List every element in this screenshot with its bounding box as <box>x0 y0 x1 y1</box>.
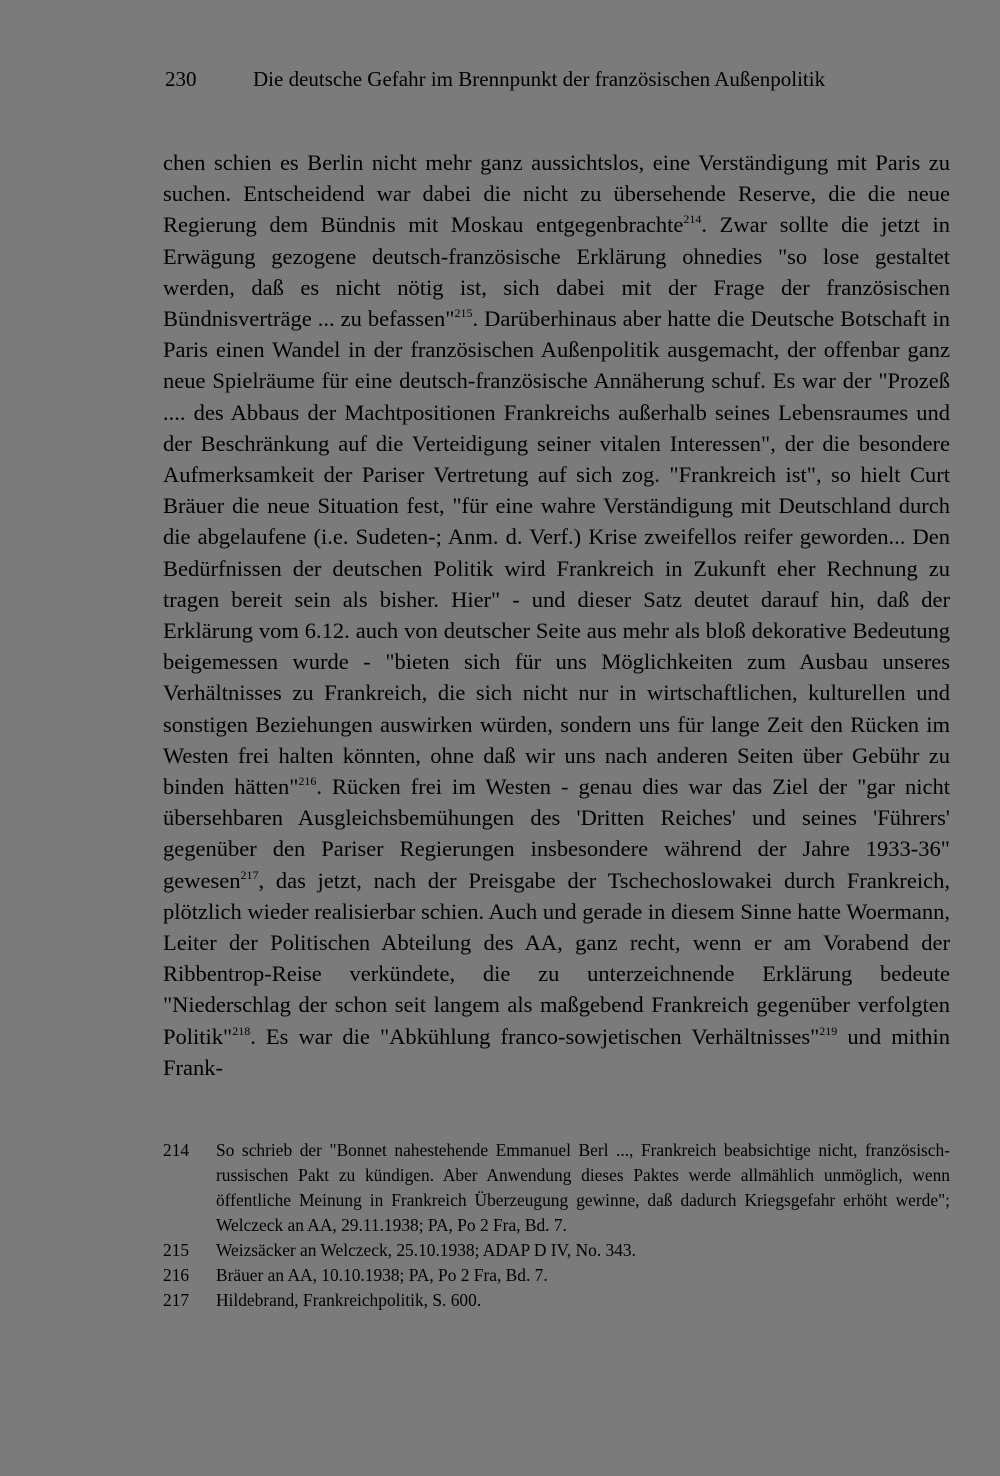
footnote-ref-218: 218 <box>232 1023 251 1038</box>
body-segment: . Rücken frei im Westen - genau dies war das Ziel der "gar nicht übersehbaren Ausgleichsbemühungen des 'Dritten Reiches' und seines 'Führers' gegenüber den Pariser Regierungen insbesondere während der Jahre 1933-36" gewesen <box>163 774 950 893</box>
running-title: Die deutsche Gefahr im Brennpunkt der französischen Außenpolitik <box>253 67 826 91</box>
footnote-number: 216 <box>163 1265 190 1285</box>
footnote-number: 215 <box>163 1240 190 1260</box>
footnote-ref-217: 217 <box>240 867 259 882</box>
body-segment: und mithin Frank- <box>163 1023 950 1080</box>
footnote-216 <box>163 1263 950 1288</box>
running-head <box>165 64 955 94</box>
body-segment: chen schien es Berlin nicht mehr ganz aussichtslos, eine Verständigung mit Paris zu suchen. Entscheidend war dabei die nicht zu übersehende Reserve, die die neue Regierung dem Bündnis mit Moskau entgegenbrachte <box>163 150 950 238</box>
footnote-215 <box>163 1238 950 1263</box>
body-segment: , das jetzt, nach der Preisgabe der Tschechoslowakei durch Frankreich, plötzlich wieder realisierbar schien. Auch und gerade in diesem Sinne hatte Woermann, Leiter der Politischen Abteilung des AA, ganz recht, wenn er am Vorabend der Ribbentrop-Reise verkündete, die zu unterzeichnende Erklärung bedeute "Niederschlag der schon seit langem als maßgebend Frankreich gegenüber verfolgten Politik" <box>163 867 950 1049</box>
footnote-number: 214 <box>163 1140 190 1160</box>
page-number: 230 <box>165 67 197 91</box>
footnote-ref-216: 216 <box>298 774 317 789</box>
footnotes <box>163 1138 950 1313</box>
footnote-ref-214: 214 <box>683 212 702 227</box>
body-segment: . Es war die "Abkühlung franco-sowjetischen Verhältnisses" <box>250 1023 820 1049</box>
footnote-214 <box>163 1138 950 1238</box>
body-segment: . Darüberhinaus aber hatte die Deutsche Botschaft in Paris einen Wandel in der französischen Außenpolitik ausgemacht, der offenbar ganz neue Spielräume für eine deutsch-französische Annäherung schuf. Es war der "Prozeß .... des Abbaus der Machtpositionen Frankreichs außerhalb seines Lebensraumes und der Beschränkung auf die Verteidigung seiner vitalen Interessen", der die besondere Aufmerksamkeit der Pariser Vertretung auf sich zog. "Frankreich ist", so hielt Curt Bräuer die neue Situation fest, "für eine wahre Verständigung mit Deutschland durch die abgelaufene (i.e. Sudeten-; Anm. d. Verf.) Krise zweifellos reifer geworden... Den Bedürfnissen der deutschen Politik wird Frankreich in Zukunft eher Rechnung zu tragen bereit sein als bisher. Hier" - und dieser Satz deutet darauf hin, daß der Erklärung vom 6.12. auch von deutscher Seite aus mehr als bloß dekorative Bedeutung beigemessen wurde - "bieten sich für uns Möglichkeiten zum Ausbau unseres Verhältnisses zu Frankreich, die sich nicht nur in wirtschaftlichen, kulturellen und sonstigen Beziehungen auswirken würden, sondern uns für lange Zeit den Rücken im Westen frei halten könnten, ohne daß wir uns nach anderen Seiten über Gebühr zu binden hätten" <box>163 306 950 800</box>
footnote-text: Bräuer an AA, 10.10.1938; PA, Po 2 Fra, Bd. 7. <box>216 1265 548 1285</box>
body-segment: . Zwar sollte die jetzt in Erwägung gezogene deutsch-französische Erklärung ohnedies "so lose gestaltet werden, daß es nicht nötig ist, sich dabei mit der Frage der französischen Bündnisverträge ... zu befassen" <box>163 212 950 332</box>
footnote-ref-219: 219 <box>819 1023 838 1038</box>
footnote-ref-215: 215 <box>454 306 473 321</box>
footnote-number: 217 <box>163 1290 190 1310</box>
footnote-217 <box>163 1288 950 1313</box>
footnote-text: Weizsäcker an Welczeck, 25.10.1938; ADAP D IV, No. 343. <box>216 1240 636 1260</box>
footnote-text: So schrieb der "Bonnet nahestehende Emmanuel Berl ..., Frankreich beabsichtige nicht, französisch-russischen Pakt zu kündigen. Aber Anwendung dieses Paktes werde allmählich unmöglich, wenn öffentliche Meinung in Frankreich Überzeugung gewinne, daß dadurch Kriegsgefahr erhöht werde"; Welczeck an AA, 29.11.1938; PA, Po 2 Fra, Bd. 7. <box>216 1140 950 1235</box>
footnote-text: Hildebrand, Frankreichpolitik, S. 600. <box>216 1290 482 1310</box>
body-paragraph <box>163 147 950 1083</box>
